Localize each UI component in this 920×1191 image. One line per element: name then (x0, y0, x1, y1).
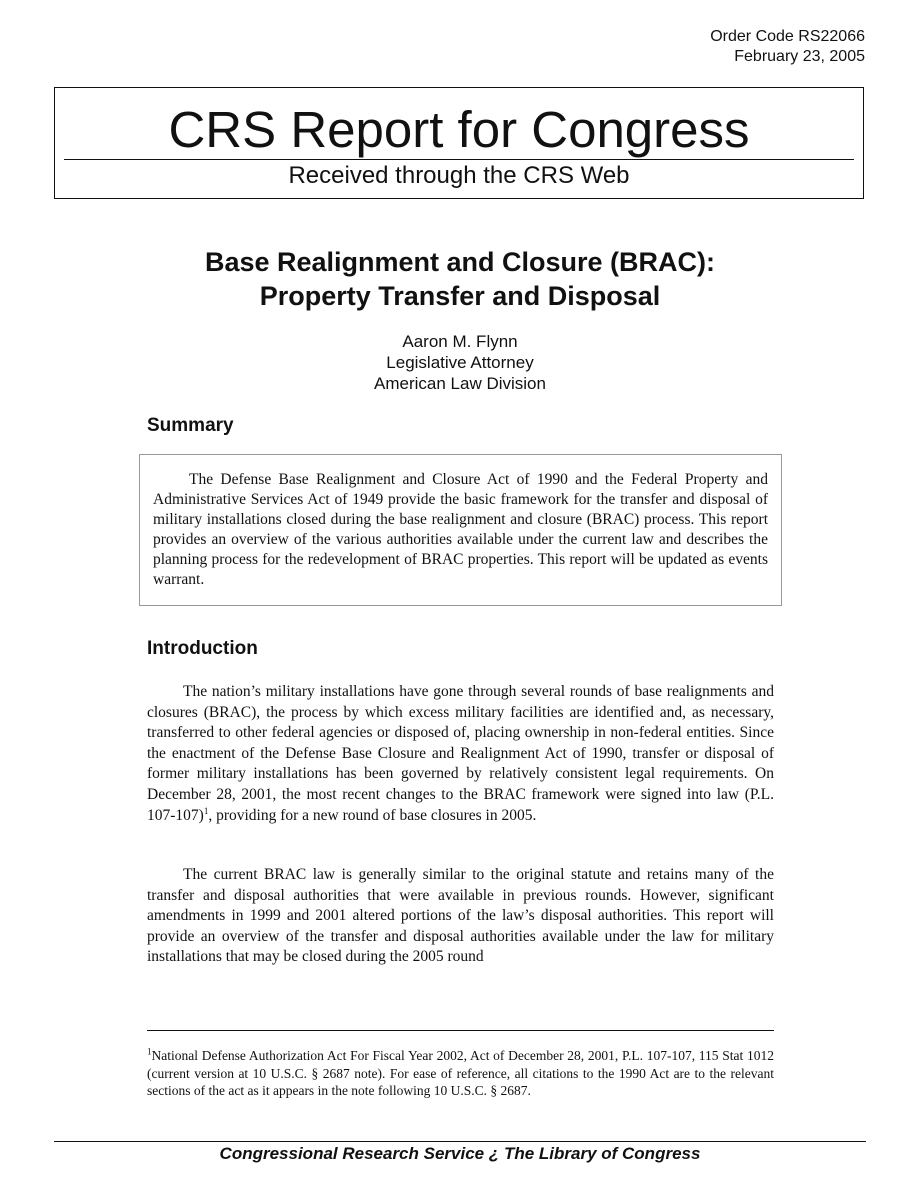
footnote (147, 1047, 774, 1100)
report-date: February 23, 2005 (734, 48, 865, 65)
document-title-line2: Property Transfer and Disposal (259, 281, 661, 311)
summary-text: The Defense Base Realignment and Closure Act of 1990 and the Federal Property and Administrative Services Act of 1949 provide the basic framework for the transfer and disposal of military installations closed during the base realignment and closure (BRAC) process. This report provides an overview of the various authorities available under the current law and describes the planning process for the redevelopment of BRAC properties. This report will be updated as events warrant. (153, 471, 768, 588)
paragraph-text-tail: , providing for a new round of base closures in 2005. (208, 806, 537, 824)
document-title-line1: Base Realignment and Closure (BRAC): (204, 247, 716, 277)
introduction-paragraph-2: The current BRAC law is generally similar to the original statute and retains many of the transfer and disposal authorities that were available in previous rounds. However, significant amendments in 1999 and 2001 altered portions of the law’s disposal authorities. This report will provide an overview of the transfer and disposal authorities available under the law for military installations that may be closed during the 2005 round (147, 866, 774, 966)
paragraph-text: The nation’s military installations have gone through several rounds of base realignments and closures (BRAC), the process by which excess military facilities are identified and, as necessary, transferred to other federal agencies or disposed of, placing ownership in non-federal entities. Since the enactment of the Defense Base Closure and Realignment Act of 1990, transfer or disposal of former military installations has been governed by relatively consistent legal requirements. On December 28, 2001, the most recent changes to the BRAC framework were signed into law (P.L. 107-107) (147, 683, 774, 824)
page-footer: Congressional Research Service ¿ The Library of Congress (219, 1144, 701, 1163)
footnote-divider (147, 1030, 774, 1031)
footnote-marker: 1 (147, 1046, 152, 1057)
footnote-text: National Defense Authorization Act For Fiscal Year 2002, Act of December 28, 2001, P.L. 107-107, 115 Stat 1012 (current version at 10 U.S.C. § 2687 note). For ease of reference, all citations to the 1990 Act are to the relevant sections of the act as it appears in the note following 10 U.S.C. § 2687. (147, 1048, 774, 1099)
footer-divider (54, 1141, 866, 1142)
summary-box (139, 454, 782, 606)
banner-title: CRS Report for Congress (168, 101, 750, 158)
introduction-paragraph-1 (147, 682, 774, 826)
author-division: American Law Division (374, 374, 546, 393)
banner-subtitle: Received through the CRS Web (288, 162, 630, 189)
author-title: Legislative Attorney (386, 353, 534, 372)
crs-banner (54, 87, 864, 199)
order-info (710, 27, 865, 67)
introduction-heading: Introduction (147, 638, 258, 659)
footnote-reference[interactable]: 1 (203, 805, 209, 816)
banner-divider (64, 159, 854, 160)
order-code: Order Code RS22066 (710, 28, 865, 45)
author-name: Aaron M. Flynn (402, 332, 518, 351)
summary-heading: Summary (147, 415, 234, 436)
